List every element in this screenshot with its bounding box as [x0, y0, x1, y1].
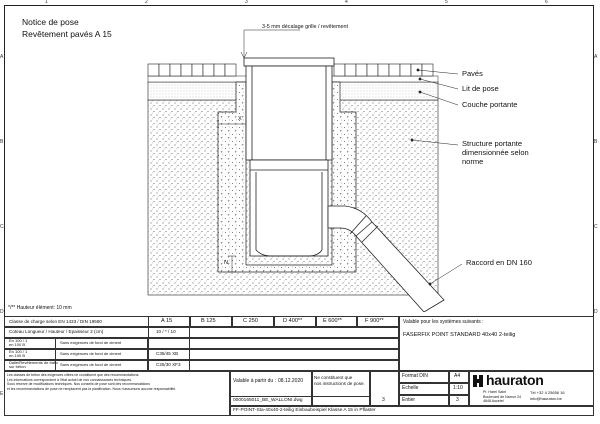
grid-row-a-right: A	[594, 54, 598, 60]
title-line-1: Notice de pose	[22, 17, 79, 27]
dimension-x-label: X	[238, 116, 242, 122]
label-lit-de-pose: Lit de pose	[462, 84, 499, 93]
spec-value-column	[148, 327, 190, 371]
grid-row-e: E	[0, 391, 4, 397]
grid-col-4: 4	[345, 0, 348, 5]
spec-row-4-label: Dalle/Revêtements de trafic sur béton	[9, 360, 59, 369]
sheet-value: 3	[456, 397, 459, 403]
validity-label: Valable à partir du :	[233, 378, 276, 384]
scale-label: Echelle	[402, 385, 419, 391]
offset-leader	[241, 30, 300, 58]
bottom-line-text: FF-POINT-Sta-40x40-2-teilig Einbaubeispiel Klasse A 15 in Pflaster	[233, 408, 376, 413]
dimension-n-label: N	[224, 260, 229, 266]
class-b125: B 125	[201, 318, 216, 324]
grid-row-c-right: C	[594, 224, 598, 230]
label-structure-portante: Structure portante dimensionnée selon norme	[462, 139, 529, 166]
grid-col-1: 1	[45, 0, 48, 5]
format-label: Format DIN	[402, 373, 428, 379]
grid-row-d-right: D	[594, 309, 598, 315]
company-name: hauraton	[486, 372, 544, 388]
class-row-label: Classe de charge selon EN 1433 / DIN 19580	[9, 319, 102, 324]
format-value: A4	[454, 373, 461, 379]
grid-col-6: 6	[545, 0, 548, 5]
offset-note: 3-5 mm décalage grille / revêtement	[262, 24, 348, 30]
class-a15: A 15	[161, 318, 173, 324]
grid-col-2: 2	[145, 0, 148, 5]
company-address: Pr. Harel Saint Boulevard de Namur 24 4848 Ascelet	[483, 390, 521, 404]
valid-for-label: Valable pour les systèmes suivants :	[403, 319, 484, 325]
spec-row-3-value: C35/45 XB	[156, 351, 179, 356]
footnote: */** Hauteur élément: 10 mm	[8, 305, 72, 311]
spec-row-3-label: En 100 / 1 en 100 B	[9, 349, 28, 358]
class-f900: F 900**	[365, 318, 384, 324]
spec-sub-column	[55, 338, 148, 371]
notice-text: Ne constituent que nos instructions de pose.	[314, 375, 365, 386]
spec-row-4-value: C25/30 XF3	[156, 362, 181, 367]
grid-row-d: D	[0, 309, 4, 315]
hauraton-logo-icon	[472, 374, 484, 388]
revision-number: 3	[382, 397, 385, 403]
spec-row-2-label: En 100 / 1 en 100 B	[9, 338, 28, 347]
title-line-2: Revêtement pavés A 15	[22, 29, 112, 39]
grid-row-a: A	[0, 54, 4, 60]
grid-row-b: B	[0, 139, 4, 145]
doc-number: 0000165011_BE_WALLONI.dwg	[233, 398, 303, 403]
sheet-label: Entier	[402, 397, 416, 403]
label-paves: Pavés	[462, 69, 483, 78]
spec-row-2-sub: Sans exigences de fond de ciment	[60, 340, 122, 345]
valid-for-system: FASERFIX POINT STANDARD 40x40 2-teilig	[403, 332, 516, 338]
grid-row-b-right: B	[594, 139, 598, 145]
spec-row-1-value: 10 / * / 10	[156, 329, 176, 334]
spec-row-3-sub: Sans exigences de fond de ciment	[60, 351, 122, 356]
disclaimer-text: Les classes de béton des exigences citées ne constituent que des recommandations. Les informations correspondent à l'état actuel de nos connaissances techniques. Sous réserve de modifications techniques. Nos conseils de pose sont des recommandations et les recommandations de pose ne remplacent pas la planification. Nous n'assumons aucune responsabilité.	[7, 373, 177, 392]
spec-row-4-sub: Sans exigences de fond de ciment	[60, 362, 122, 367]
class-d400: D 400**	[283, 318, 303, 324]
label-couche-portante: Couche portante	[462, 100, 518, 109]
validity-date: 08.12.2020	[278, 378, 304, 384]
spec-row-1-label: Coteau Longueur / Hauteur / Epaisseur 2 (cm)	[9, 329, 104, 334]
sheet-value-cell	[449, 395, 469, 406]
upper-unit	[244, 58, 334, 160]
label-raccord: Raccord en DN 160	[466, 258, 532, 267]
class-e600: E 600**	[323, 318, 342, 324]
grid-col-5: 5	[445, 0, 448, 5]
grid-col-3: 3	[245, 0, 248, 5]
lower-unit	[250, 160, 328, 256]
grid-row-c: C	[0, 224, 4, 230]
company-email: info@hauraton.be	[530, 396, 562, 401]
scale-value: 1:10	[453, 385, 463, 391]
company-phone: Tél +32 4 25656 16	[530, 390, 565, 395]
class-c250: C 250	[243, 318, 258, 324]
